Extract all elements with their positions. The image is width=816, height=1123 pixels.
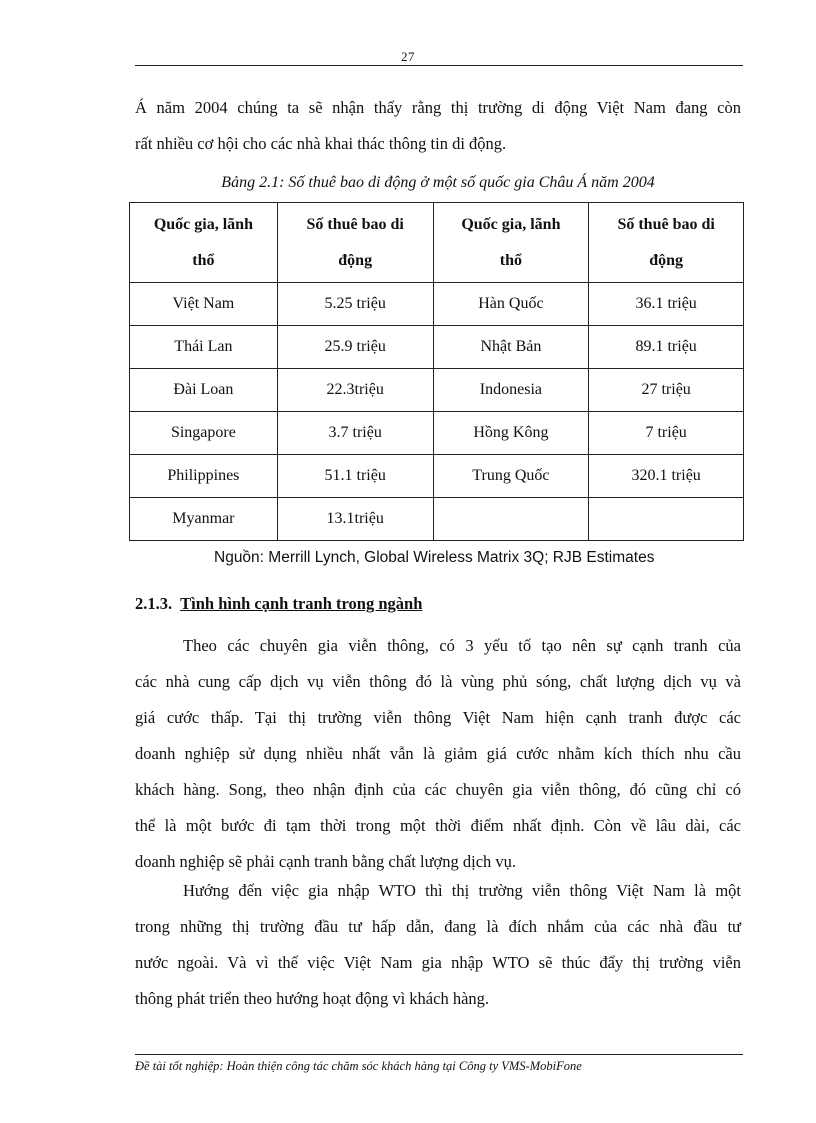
header-subscribers-2 xyxy=(589,203,744,283)
section-title: Tình hình cạnh tranh trong ngành xyxy=(180,594,423,613)
header-rule xyxy=(135,65,743,66)
paragraph-line: doanh nghiệp sẽ phải cạnh tranh bằng chất lượng dịch vụ. xyxy=(135,852,517,871)
table-cell xyxy=(433,498,589,541)
header-country-2 xyxy=(433,203,589,283)
section-number: 2.1.3. xyxy=(135,594,173,613)
table-cell: Hồng Kông xyxy=(433,412,589,455)
table-row xyxy=(130,369,744,412)
table-cell: 13.1triệu xyxy=(277,498,433,541)
paragraph-line: trong những thị trường đầu tư hấp dẫn, đang là đích nhắm của các nhà đầu tư xyxy=(135,917,741,936)
table-cell: 22.3triệu xyxy=(277,369,433,412)
intro-line: rất nhiều cơ hội cho các nhà khai thác thông tin di động. xyxy=(135,134,507,153)
table-cell: 7 triệu xyxy=(589,412,744,455)
table-cell: Nhật Bản xyxy=(433,326,589,369)
paragraph-line: nước ngoài. Và vì thế việc Việt Nam gia nhập WTO sẽ thúc đẩy thị trường viễn xyxy=(135,953,741,972)
paragraph-line: doanh nghiệp sử dụng nhiều nhất vẫn là giảm giá cước nhằm kích thích nhu cầu xyxy=(135,744,741,763)
table-cell: Singapore xyxy=(130,412,278,455)
header-line: Số thuê bao di xyxy=(306,215,404,233)
table-cell: Thái Lan xyxy=(130,326,278,369)
header-country-1 xyxy=(130,203,278,283)
table-cell: Hàn Quốc xyxy=(433,283,589,326)
table-row xyxy=(130,455,744,498)
table-cell: 36.1 triệu xyxy=(589,283,744,326)
table-row xyxy=(130,283,744,326)
paragraph-line: giá cước thấp. Tại thị trường viễn thông Việt Nam hiện cạnh tranh được các xyxy=(135,708,741,727)
paragraph-line: Hướng đến việc gia nhập WTO thì thị trường viễn thông Việt Nam là một xyxy=(183,881,741,900)
table-cell: Đài Loan xyxy=(130,369,278,412)
paragraph-competition xyxy=(135,628,741,880)
section-heading xyxy=(135,594,422,614)
subscriber-table xyxy=(129,202,744,541)
paragraph-wto xyxy=(135,873,741,1017)
table-cell: Myanmar xyxy=(130,498,278,541)
paragraph-line: khách hàng. Song, theo nhận định của các chuyên gia viễn thông, đó cũng chỉ có xyxy=(135,780,741,799)
table-cell: 27 triệu xyxy=(589,369,744,412)
paragraph-line: thông phát triển theo hướng hoạt động vì khách hàng. xyxy=(135,989,490,1008)
footer-rule xyxy=(135,1054,743,1055)
table-cell: 51.1 triệu xyxy=(277,455,433,498)
page-number: 27 xyxy=(401,49,415,64)
table-cell: 25.9 triệu xyxy=(277,326,433,369)
paragraph-line: Theo các chuyên gia viễn thông, có 3 yếu tố tạo nên sự cạnh tranh của xyxy=(183,636,741,655)
table-row xyxy=(130,412,744,455)
header-line: Quốc gia, lãnh xyxy=(461,215,561,233)
intro-paragraph xyxy=(135,90,741,162)
paragraph-line: các nhà cung cấp dịch vụ viễn thông đó là vùng phủ sóng, chất lượng dịch vụ và xyxy=(135,672,741,691)
header-line: động xyxy=(649,251,684,269)
table-cell: 3.7 triệu xyxy=(277,412,433,455)
header-line: thổ xyxy=(499,251,523,269)
header-subscribers-1 xyxy=(277,203,433,283)
header-line: động xyxy=(338,251,373,269)
table-caption: Bảng 2.1: Số thuê bao di động ở một số quốc gia Châu Á năm 2004 xyxy=(221,174,655,191)
table-cell xyxy=(589,498,744,541)
footer-text: Đề tài tốt nghiệp: Hoàn thiện công tác chăm sóc khách hàng tại Công ty VMS-MobiFone xyxy=(135,1059,582,1073)
table-cell: 5.25 triệu xyxy=(277,283,433,326)
paragraph-line: thể là một bước đi tạm thời trong một thời điểm nhất định. Còn về lâu dài, các xyxy=(135,816,741,835)
header-line: Số thuê bao di xyxy=(617,215,715,233)
table-row xyxy=(130,326,744,369)
table-cell: 89.1 triệu xyxy=(589,326,744,369)
table-header-row xyxy=(130,203,744,283)
header-line: Quốc gia, lãnh xyxy=(153,215,253,233)
table-row xyxy=(130,498,744,541)
intro-line: Á năm 2004 chúng ta sẽ nhận thấy rằng thị trường di động Việt Nam đang còn xyxy=(135,98,741,117)
header-line: thổ xyxy=(192,251,215,269)
table-source: Nguồn: Merrill Lynch, Global Wireless Matrix 3Q; RJB Estimates xyxy=(214,549,655,566)
table-cell: Việt Nam xyxy=(130,283,278,326)
table-cell: Indonesia xyxy=(433,369,589,412)
table-cell: Philippines xyxy=(130,455,278,498)
table-cell: Trung Quốc xyxy=(433,455,589,498)
table-cell: 320.1 triệu xyxy=(589,455,744,498)
